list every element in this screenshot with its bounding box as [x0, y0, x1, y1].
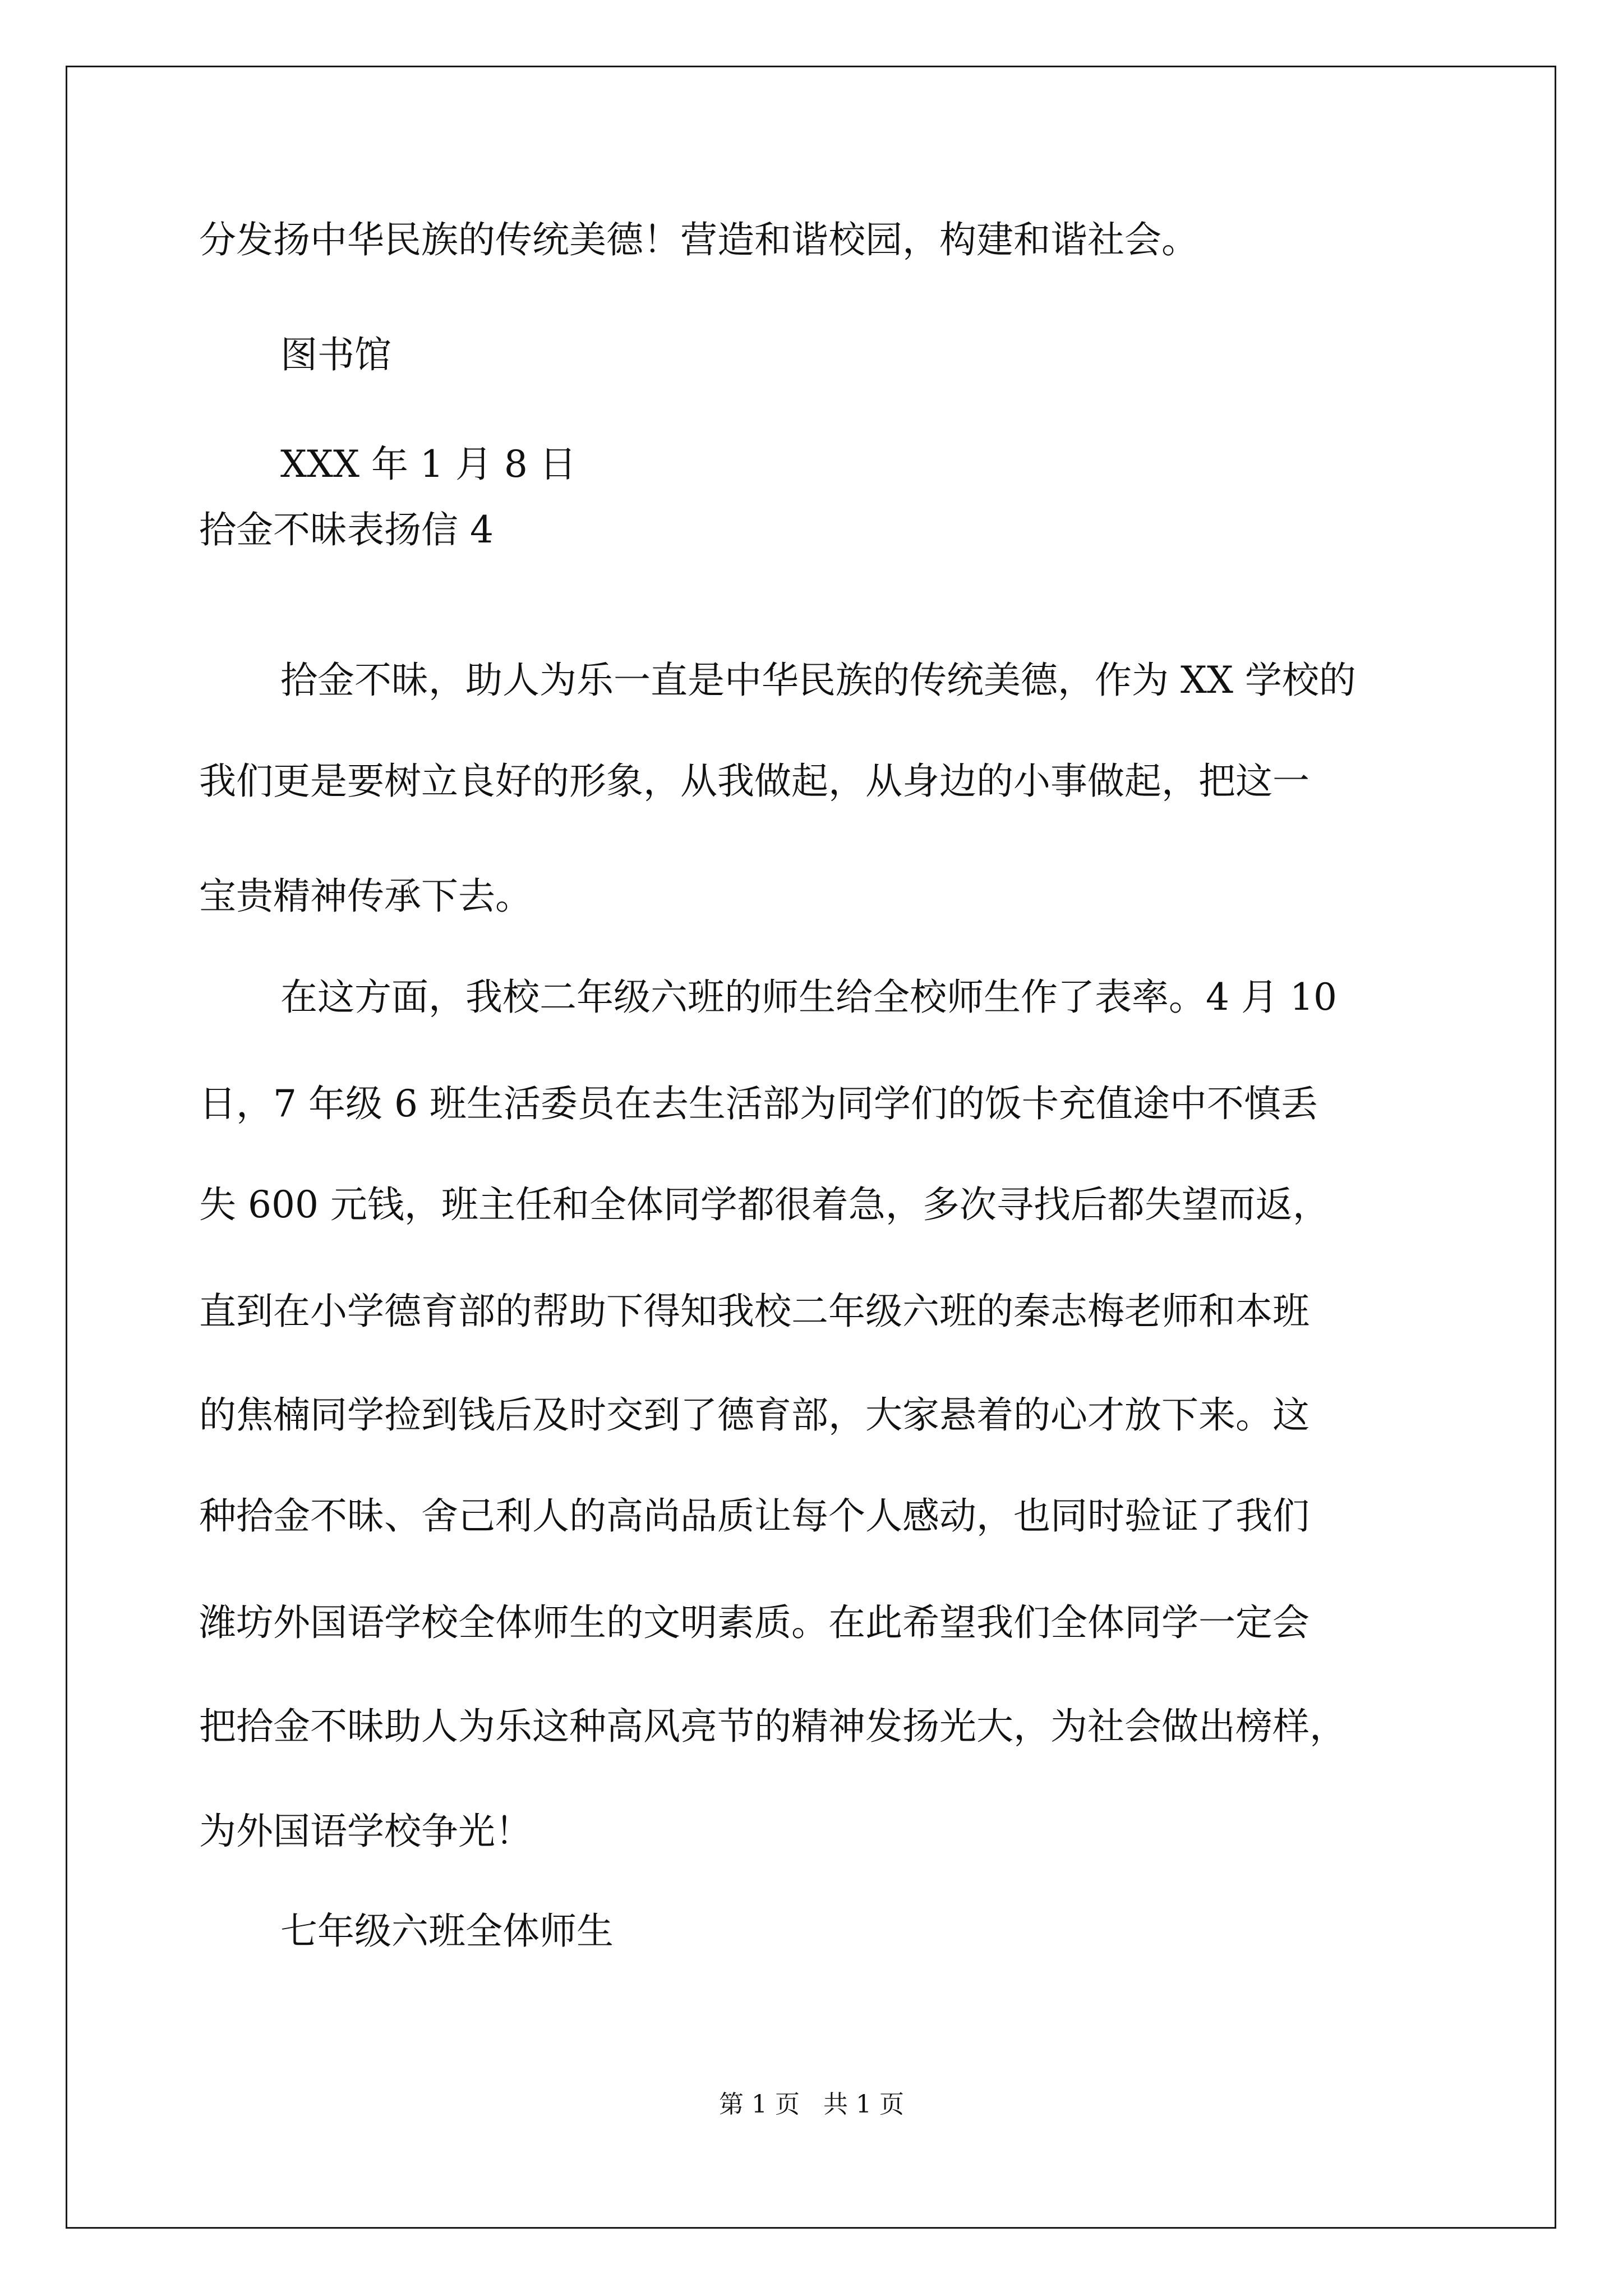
paragraph-2-line-1: 在这方面，我校二年级六班的师生给全校师生作了表率。4 月 10 [280, 976, 1337, 1019]
date-line: XXX 年 1 月 8 日 [280, 443, 577, 486]
paragraph-1-line-3: 宝贵精神传承下去。 [199, 875, 532, 918]
paragraph-2-line-2: 日，7 年级 6 班生活委员在去生活部为同学们的饭卡充值途中不慎丢 [199, 1082, 1318, 1125]
paragraph-2-line-8: 把拾金不昧助人为乐这种高风亮节的精神发扬光大，为社会做出榜样， [199, 1705, 1347, 1748]
paragraph-1-line-1: 拾金不昧，助人为乐一直是中华民族的传统美德，作为 XX 学校的 [280, 659, 1356, 702]
paragraph-2-line-4: 直到在小学德育部的帮助下得知我校二年级六班的秦志梅老师和本班 [199, 1290, 1310, 1333]
paragraph-1-line-2: 我们更是要树立良好的形象，从我做起，从身边的小事做起，把这一 [199, 760, 1310, 803]
paragraph-2-line-7: 潍坊外国语学校全体师生的文明素质。在此希望我们全体同学一定会 [199, 1601, 1310, 1644]
text-line-continuation: 分发扬中华民族的传统美德！营造和谐校园，构建和谐社会。 [199, 218, 1198, 261]
paragraph-2-line-6: 种拾金不昧、舍己利人的高尚品质让每个人感动，也同时验证了我们 [199, 1494, 1310, 1538]
signature-library: 图书馆 [280, 333, 391, 376]
paragraph-2-line-5: 的焦楠同学捡到钱后及时交到了德育部，大家悬着的心才放下来。这 [199, 1393, 1310, 1437]
paragraph-2-line-3: 失 600 元钱，班主任和全体同学都很着急，多次寻找后都失望而返， [199, 1183, 1330, 1226]
paragraph-2-line-9: 为外国语学校争光！ [199, 1810, 532, 1853]
page-border [66, 66, 1556, 2229]
letter-title: 拾金不昧表扬信 4 [199, 508, 494, 551]
page-footer: 第 1 页 共 1 页 [719, 2090, 904, 2119]
signature-class: 七年级六班全体师生 [280, 1910, 614, 1953]
